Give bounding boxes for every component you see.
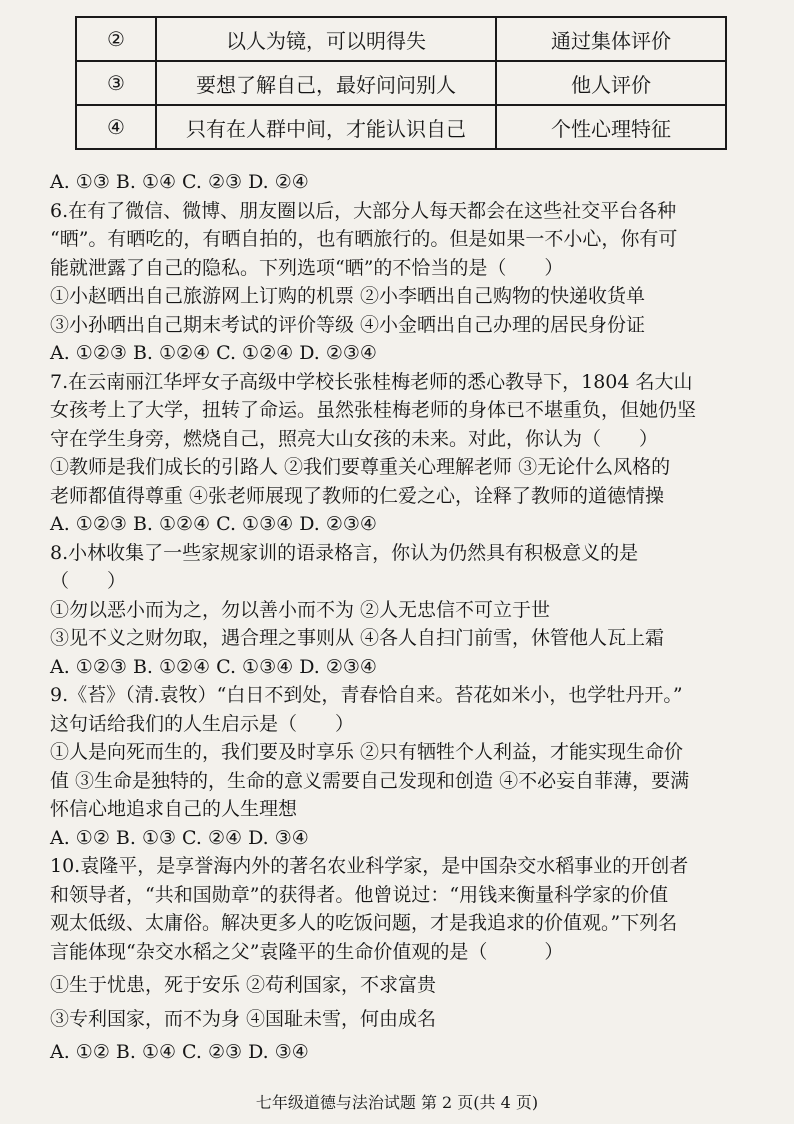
row-quote: 以人为镜，可以明得失 [156,17,496,61]
table-row [76,105,726,149]
q8-choice-line: ③见不义之财勿取，遇合理之事则从 ④各人自扫门前雪，休管他人瓦上霜 [50,627,665,649]
q10-options: A. ①② B. ①④ C. ②③ D. ③④ [50,1041,309,1063]
table-row [76,61,726,105]
q6-stem-line: 6.在有了微信、微博、朋友圈以后，大部分人每天都会在这些社交平台各种 [50,199,677,222]
q10-stem-line: 言能体现“杂交水稻之父”袁隆平的生命价值观的是（ ） [50,940,564,963]
q9-choice-line: 值 ③生命是独特的，生命的意义需要自己发现和创造 ④不必妄自菲薄，要满 [50,769,690,792]
q7-choice-line: ①教师是我们成长的引路人 ②我们要尊重关心理解老师 ③无论什么风格的 [50,456,671,478]
row-type: 他人评价 [496,61,726,105]
q7-stem-line: 7.在云南丽江华坪女子高级中学校长张桂梅老师的悉心教导下，1804 名大山 [50,370,693,393]
row-type: 通过集体评价 [496,17,726,61]
q9-stem-line: 9.《苔》（清.袁牧）“白日不到处，青春恰自来。苔花如米小，也学牡丹开。” [50,684,683,706]
q9-stem-line: 这句话给我们的人生启示是（ ） [50,712,355,735]
row-number: ② [76,17,156,61]
q9-choice-line: 怀信心地追求自己的人生理想 [50,798,298,820]
q10-choice-line: ①生于忧患，死于安乐 ②苟利国家，不求富贵 [50,974,437,996]
q10-stem-line: 10.袁隆平，是享誉海内外的著名农业科学家，是中国杂交水稻事业的开创者 [50,855,689,877]
q7-options: A. ①②③ B. ①②④ C. ①③④ D. ②③④ [50,513,377,535]
q6-choice-line: ③小孙晒出自己期末考试的评价等级 ④小金晒出自己办理的居民身份证 [50,313,646,336]
q8-stem-line: （ ） [50,570,127,592]
q6-stem-line: 能就泄露了自己的隐私。下列选项“晒”的不恰当的是（ ） [50,256,564,279]
q9-options: A. ①② B. ①③ C. ②④ D. ③④ [50,826,309,849]
q8-choice-line: ①勿以恶小而为之，勿以善小而不为 ②人无忠信不可立于世 [50,598,551,621]
q10-choice-line: ③专利国家，而不为身 ④国耻未雪，何由成名 [50,1007,437,1030]
table-row [76,17,726,61]
row-number: ③ [76,61,156,105]
question-text [50,168,762,1067]
q6-options: A. ①②③ B. ①②④ C. ①②④ D. ②③④ [50,342,377,364]
row-number: ④ [76,105,156,149]
row-quote: 要想了解自己，最好问问别人 [156,61,496,105]
q8-options: A. ①②③ B. ①②④ C. ①③④ D. ②③④ [50,655,377,678]
q10-stem-line: 和领导者，“共和国勋章”的获得者。他曾说过：“用钱来衡量科学家的价值 [50,883,669,906]
q7-choice-line: 老师都值得尊重 ④张老师展现了教师的仁爱之心，诠释了教师的道德情操 [50,484,665,507]
page-footer: 七年级道德与法治试题 第 2 页(共 4 页) [255,1093,539,1112]
question-table [75,16,727,150]
q5-options: A. ①③ B. ①④ C. ②③ D. ②④ [50,171,309,193]
q6-choice-line: ①小赵晒出自己旅游网上订购的机票 ②小李晒出自己购物的快递收货单 [50,285,646,307]
q6-stem-line: “晒”。有晒吃的，有晒自拍的，也有晒旅行的。但是如果一不小心，你有可 [50,228,678,250]
q10-stem-line: 观太低级、太庸俗。解决更多人的吃饭问题，才是我追求的价值观。”下列名 [50,912,678,934]
row-type: 个性心理特征 [496,105,726,149]
q9-choice-line: ①人是向死而生的，我们要及时享乐 ②只有牺牲个人利益，才能实现生命价 [50,741,684,763]
q7-stem-line: 守在学生身旁，燃烧自己，照亮大山女孩的未来。对此，你认为（ ） [50,427,659,450]
q8-stem-line: 8.小林收集了一些家规家训的语录格言，你认为仍然具有积极意义的是 [50,541,639,564]
q7-stem-line: 女孩考上了大学，扭转了命运。虽然张桂梅老师的身体已不堪重负，但她仍坚 [50,399,697,421]
row-quote: 只有在人群中间，才能认识自己 [156,105,496,149]
